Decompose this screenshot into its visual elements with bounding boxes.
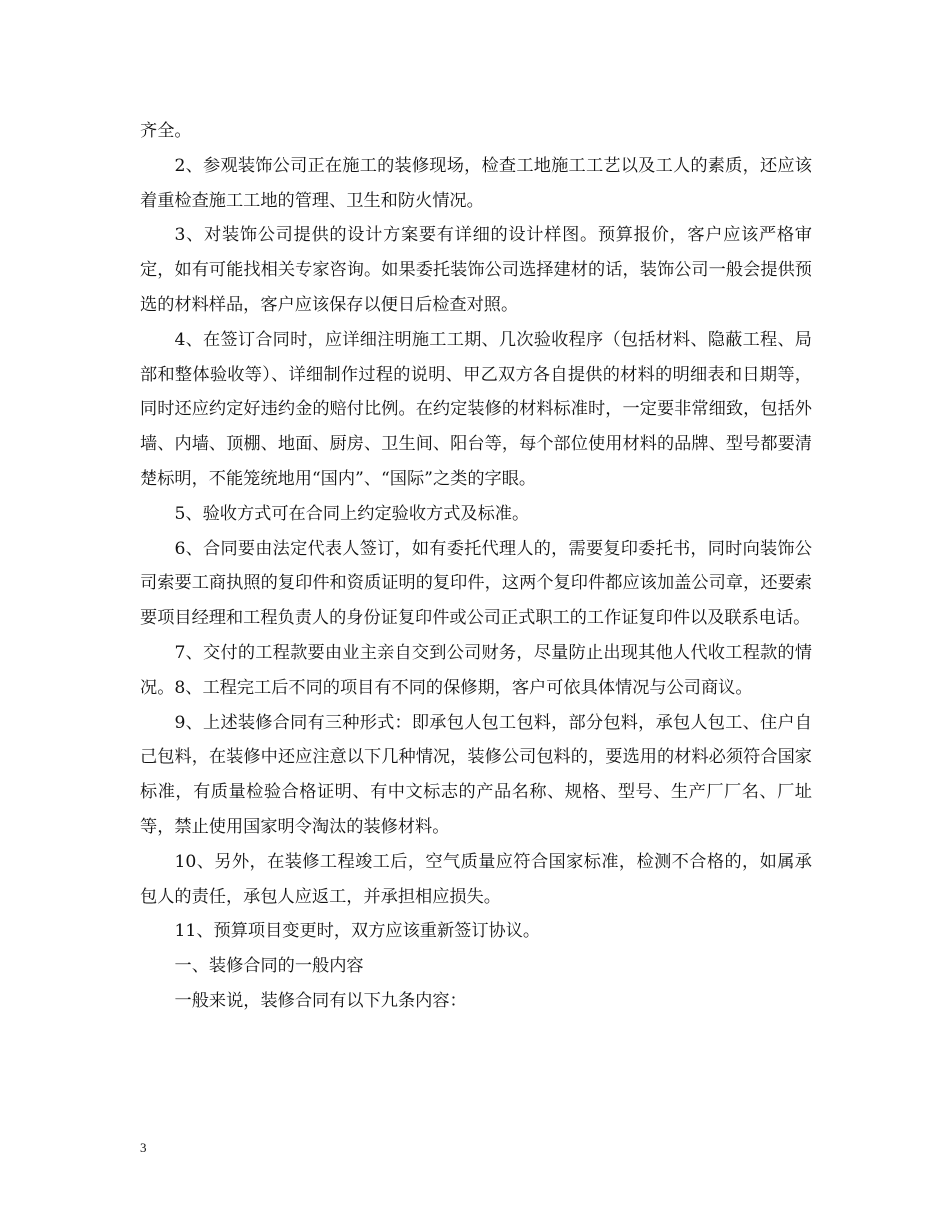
paragraph-item-9: 9、上述装修合同有三种形式：即承包人包工包料，部分包料，承包人包工、住户自己包料，在装修中还应注意以下几种情况，装修公司包料的，要选用的材料必须符合国家标准，有质量检验合格证明、有中文标志的产品名称、规格、型号、生产厂厂名、厂址等，禁止使用国家明令淘汰的装修材料。 [140, 712, 812, 837]
paragraph-item-4: 4、在签订合同时，应详细注明施工工期、几次验收程序（包括材料、隐蔽工程、局部和整体验收等）、详细制作过程的说明、甲乙双方各自提供的材料的明细表和日期等，同时还应约定好违约金的赔付比例。在约定装修的材料标准时，一定要非常细致，包括外墙、内墙、顶棚、地面、厨房、卫生间、阳台等，每个部位使用材料的品牌、型号都要清楚标明，不能笼统地用“国内”、“国际”之类的字眼。 [140, 329, 812, 489]
paragraph-item-5: 5、验收方式可在合同上约定验收方式及标准。 [174, 503, 530, 524]
paragraph-item-3: 3、对装饰公司提供的设计方案要有详细的设计样图。预算报价，客户应该严格审定，如有可能找相关专家咨询。如果委托装饰公司选择建材的话，装饰公司一般会提供预选的材料样品，客户应该保存以便日后检查对照。 [140, 225, 812, 315]
section-intro: 一般来说，装修合同有以下九条内容： [174, 990, 467, 1011]
section-heading: 一、装修合同的一般内容 [174, 956, 364, 977]
document-body [140, 114, 812, 1019]
paragraph-item-10: 10、另外，在装修工程竣工后，空气质量应符合国家标准，检测不合格的，如属承包人的责任，承包人应返工，并承担相应损失。 [140, 851, 812, 907]
paragraph-item-7-8: 7、交付的工程款要由业主亲自交到公司财务，尽量防止出现其他人代收工程款的情况。8、工程完工后不同的项目有不同的保修期，客户可依具体情况与公司商议。 [140, 642, 812, 698]
paragraph-continuation: 齐全。 [140, 121, 192, 141]
paragraph-item-2: 2、参观装饰公司正在施工的装修现场，检查工地施工工艺以及工人的素质，还应该着重检查施工工地的管理、卫生和防火情况。 [140, 155, 812, 211]
page-number: 3 [140, 1140, 147, 1155]
paragraph-item-6: 6、合同要由法定代表人签订，如有委托代理人的，需要复印委托书，同时向装饰公司索要工商执照的复印件和资质证明的复印件，这两个复印件都应该加盖公司章，还要索要项目经理和工程负责人的身份证复印件或公司正式职工的工作证复印件以及联系电话。 [140, 538, 812, 629]
paragraph-item-11: 11、预算项目变更时，双方应该重新签订协议。 [174, 921, 541, 942]
